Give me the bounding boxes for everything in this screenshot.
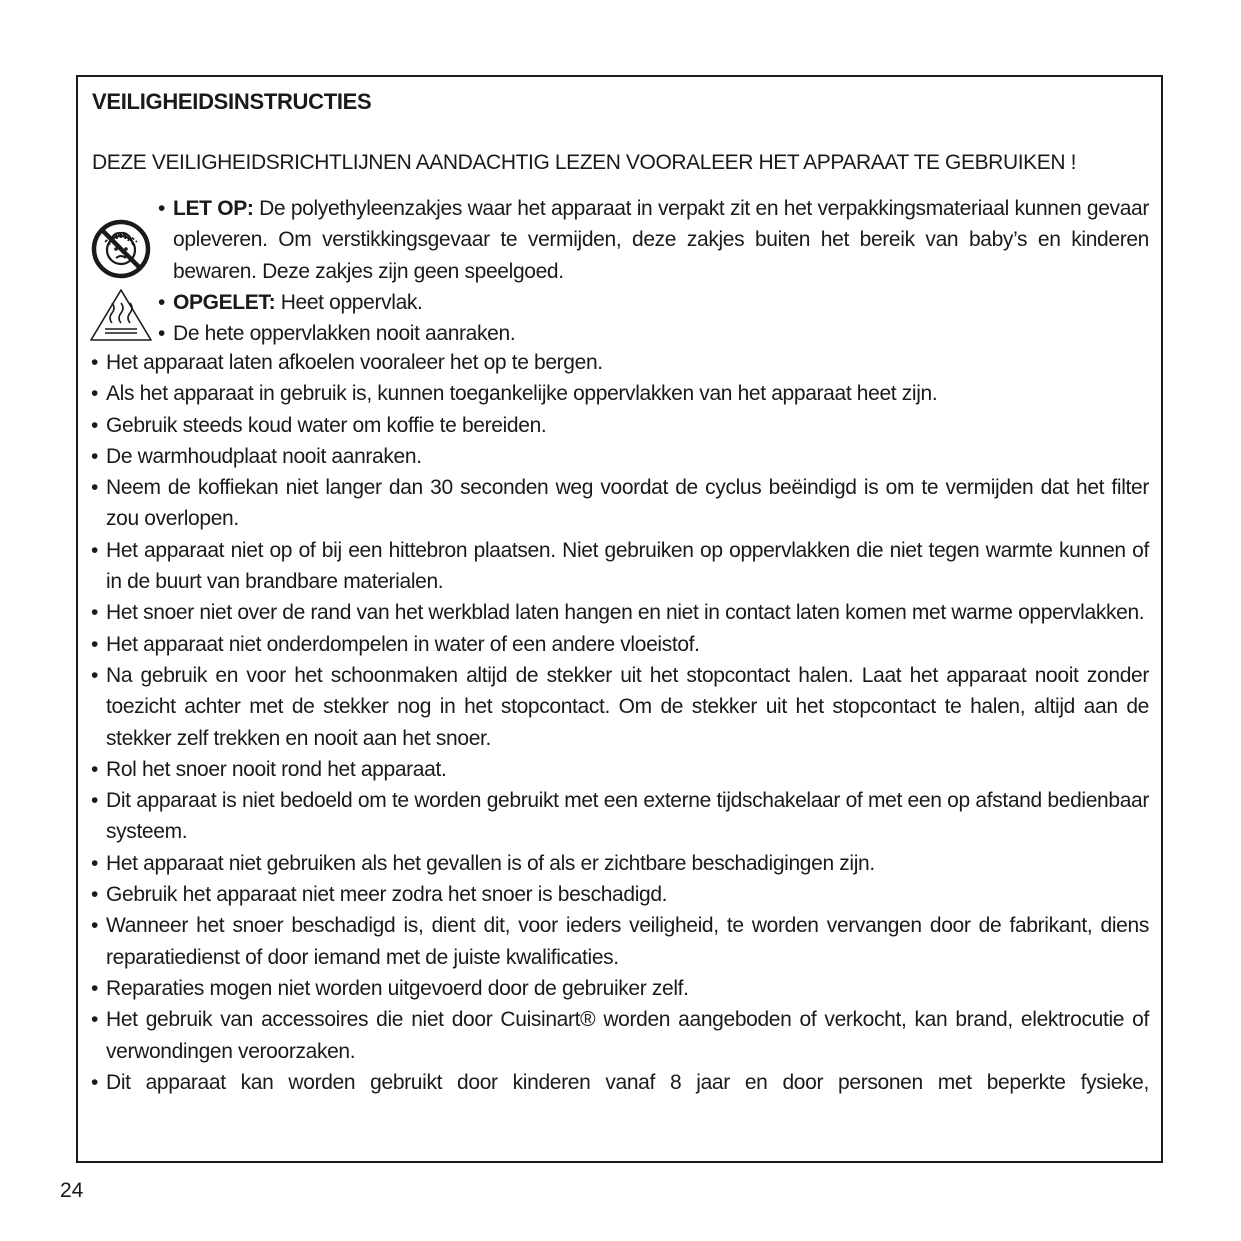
bullet-point: • — [91, 663, 99, 687]
instruction-text: Dit apparaat kan worden gebruikt door kinderen vanaf 8 jaar en door personen met beperkte fysieke, — [106, 1070, 1149, 1094]
bullet-point: • — [91, 883, 99, 907]
instruction-item — [90, 910, 1149, 973]
instruction-item — [90, 535, 1149, 598]
instruction-text: Neem de koffiekan niet langer dan 30 seconden weg voordat de cyclus beëindigd is om te vermijden dat het filter zou overlopen. — [106, 476, 1149, 531]
instruction-text: De warmhoudplaat nooit aanraken. — [106, 444, 422, 468]
instruction-item — [90, 441, 1149, 472]
bullet-point: • — [158, 322, 166, 346]
instruction-item — [90, 378, 1149, 409]
bullet-point: • — [91, 476, 99, 500]
instruction-text: Het apparaat niet gebruiken als het gevallen is of als er zichtbare beschadigingen zijn. — [106, 851, 875, 875]
instruction-text: Gebruik het apparaat niet meer zodra het snoer is beschadigd. — [106, 883, 668, 907]
bullet-point: • — [91, 601, 99, 625]
bullet-point: • — [91, 538, 99, 562]
hot-surface-warning-icon — [88, 287, 154, 343]
bullet-point: • — [91, 351, 99, 374]
bullet-point: • — [91, 632, 99, 656]
bullet-point: • — [91, 413, 99, 437]
bullet-point: • — [91, 976, 99, 1000]
instruction-text: Na gebruik en voor het schoonmaken altijd de stekker uit het stopcontact halen. Laat het apparaat nooit zonder toezicht achter met de stekker nog in het stopcontact. Om de stekker uit het stopcontact te halen, altijd aan de stekker zelf trekken en nooit aan het snoer. — [106, 663, 1149, 750]
instruction-item — [90, 879, 1149, 910]
warning-item-packaging — [157, 193, 1149, 287]
instruction-item — [90, 629, 1149, 660]
warning-text: De hete oppervlakken nooit aanraken. — [173, 322, 516, 346]
instruction-text: Wanneer het snoer beschadigd is, dient dit, voor ieders veiligheid, te worden vervangen door de fabrikant, diens reparatiedienst of door iemand met de juiste kwalificaties. — [106, 914, 1149, 969]
instruction-item — [90, 1067, 1149, 1098]
warning-text: De polyethyleenzakjes waar het apparaat in verpakt zit en het verpakkingsmateriaal kunnen gevaar opleveren. Om verstikkingsgevaar te vermijden, deze zakjes buiten het bereik van baby’s en kinderen bewaren. Deze zakjes zijn geen speelgoed. — [173, 197, 1149, 283]
instruction-text: Gebruik steeds koud water om koffie te bereiden. — [106, 413, 547, 437]
instruction-item — [90, 973, 1149, 1004]
bullet-point: • — [91, 1070, 99, 1094]
instruction-text: Als het apparaat in gebruik is, kunnen toegankelijke oppervlakken van het apparaat heet zijn. — [106, 382, 938, 406]
instruction-text: Het snoer niet over de rand van het werkblad laten hangen en niet in contact laten komen met warme oppervlakken. — [106, 601, 1145, 625]
instruction-item — [90, 410, 1149, 441]
instruction-item — [90, 754, 1149, 785]
bullet-point: • — [91, 382, 99, 406]
warning-text: Heet oppervlak. — [275, 290, 423, 314]
bullet-point: • — [91, 1008, 99, 1032]
bullet-point: • — [91, 914, 99, 938]
instruction-text: Het apparaat niet op of bij een hittebron plaatsen. Niet gebruiken op oppervlakken die niet tegen warmte kunnen of in de buurt van brandbare materialen. — [106, 538, 1149, 594]
instruction-item — [90, 660, 1149, 754]
no-child-suffocation-icon — [90, 218, 152, 280]
instruction-item — [90, 597, 1149, 628]
instruction-text: Het apparaat niet onderdompelen in water of een andere vloeistof. — [106, 632, 700, 656]
bullet-point: • — [158, 290, 166, 314]
instruction-text: Reparaties mogen niet worden uitgevoerd door de gebruiker zelf. — [106, 976, 689, 1000]
warning-item-hot-surface — [157, 287, 1149, 318]
instruction-list — [90, 347, 1149, 1098]
bullet-point: • — [91, 789, 99, 813]
warning-list — [157, 193, 1149, 349]
instruction-text: Het apparaat laten afkoelen vooraleer het op te bergen. — [106, 351, 603, 374]
section-subtitle: DEZE VEILIGHEIDSRICHTLIJNEN AANDACHTIG LEZEN VOORALEER HET APPARAAT TE GEBRUIKEN ! — [92, 151, 1076, 174]
bullet-point: • — [158, 197, 166, 220]
page-number: 24 — [60, 1179, 84, 1202]
instruction-text: Rol het snoer nooit rond het apparaat. — [106, 757, 447, 781]
instruction-item — [90, 347, 1149, 378]
bullet-point: • — [91, 851, 99, 875]
warning-label: LET OP: — [173, 197, 254, 220]
warning-item-no-touch — [157, 318, 1149, 349]
instruction-item — [90, 472, 1149, 535]
bullet-point: • — [91, 757, 99, 781]
instruction-text: Het gebruik van accessoires die niet door Cuisinart® worden aangeboden of verkocht, kan brand, elektrocutie of verwondingen veroorzaken. — [106, 1008, 1149, 1063]
instruction-item — [90, 1004, 1149, 1067]
instruction-item — [90, 848, 1149, 879]
section-title: VEILIGHEIDSINSTRUCTIES — [92, 89, 372, 114]
instruction-text: Dit apparaat is niet bedoeld om te worden gebruikt met een externe tijdschakelaar of met een op afstand bedienbaar systeem. — [106, 789, 1149, 844]
warning-label: OPGELET: — [173, 290, 276, 314]
instruction-item — [90, 785, 1149, 848]
bullet-point: • — [91, 444, 99, 468]
